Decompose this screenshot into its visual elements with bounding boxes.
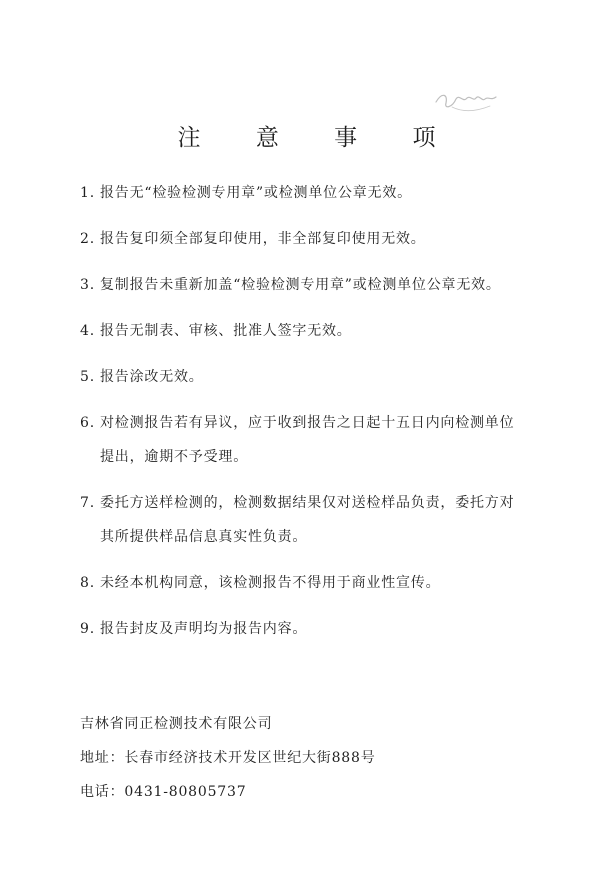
notice-text-7-line-2: 其所提供样品信息真实性负责。 <box>100 529 308 545</box>
notice-text-4: 报告无制表、审核、批准人签字无效。 <box>100 323 352 339</box>
notice-list <box>80 176 540 658</box>
notice-text-7-line-1: 委托方送样检测的，检测数据结果仅对送检样品负责，委托方对 <box>100 495 515 511</box>
notice-item-6 <box>80 406 540 474</box>
notice-number-5: 5. <box>80 369 95 385</box>
notice-number-7: 7. <box>80 495 95 511</box>
notice-number-8: 8. <box>80 575 95 591</box>
notice-text-7 <box>100 486 540 554</box>
notice-number-2: 2. <box>80 231 95 247</box>
notice-text-2: 报告复印须全部复印使用，非全部复印使用无效。 <box>100 231 426 247</box>
notice-item-1 <box>80 176 540 210</box>
company-contact-block <box>80 707 376 809</box>
company-address: 地址：长春市经济技术开发区世纪大街888号 <box>80 750 376 766</box>
notice-text-6-line-1: 对检测报告若有异议，应于收到报告之日起十五日内向检测单位 <box>100 415 515 431</box>
notice-item-8 <box>80 566 540 600</box>
handwritten-signature-mark <box>432 84 502 118</box>
notice-text-6 <box>100 406 540 474</box>
notice-number-4: 4. <box>80 323 95 339</box>
notice-number-1: 1. <box>80 185 95 201</box>
notice-text-8: 未经本机构同意，该检测报告不得用于商业性宣传。 <box>100 575 441 591</box>
notice-item-3 <box>80 268 540 302</box>
notice-number-6: 6. <box>80 415 95 431</box>
notice-text-9: 报告封皮及声明均为报告内容。 <box>100 621 308 637</box>
notice-item-7 <box>80 486 540 554</box>
notice-item-4 <box>80 314 540 348</box>
notice-text-3: 复制报告未重新加盖“检验检测专用章”或检测单位公章无效。 <box>100 277 501 293</box>
notice-text-5: 报告涂改无效。 <box>100 369 204 385</box>
page-title: 注 意 事 项 <box>177 125 460 152</box>
notice-number-3: 3. <box>80 277 95 293</box>
notice-text-1: 报告无“检验检测专用章”或检测单位公章无效。 <box>100 185 412 201</box>
company-phone: 电话：0431-80805737 <box>80 784 247 800</box>
notice-text-6-line-2: 提出，逾期不予受理。 <box>100 449 248 465</box>
notice-item-5 <box>80 360 540 394</box>
notice-item-9 <box>80 612 540 646</box>
notice-item-2 <box>80 222 540 256</box>
notice-number-9: 9. <box>80 621 95 637</box>
company-name: 吉林省同正检测技术有限公司 <box>80 716 273 732</box>
